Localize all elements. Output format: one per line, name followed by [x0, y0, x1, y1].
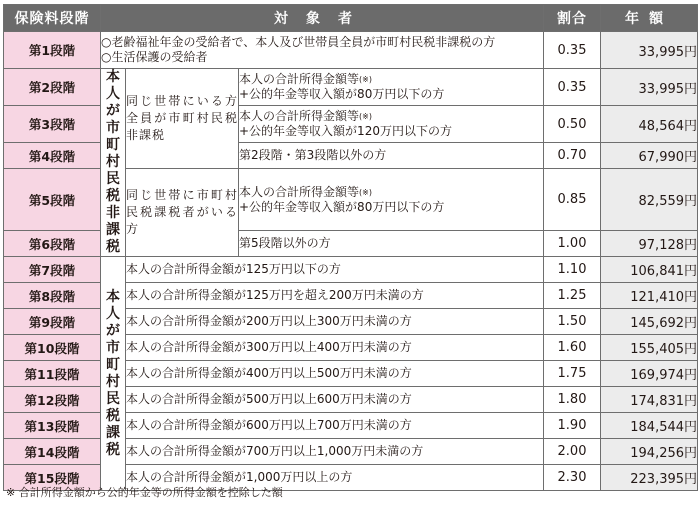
stage4-description: 第2段階・第3段階以外の方 [239, 143, 544, 169]
table-row [4, 257, 698, 283]
header-ratio: 割合 [544, 5, 601, 32]
amount-value: 223,395円 [601, 465, 698, 491]
amount-value: 145,692円 [601, 309, 698, 335]
table-row [4, 32, 698, 69]
household-nontaxed-label: 同じ世帯にいる方全員が市町村民税非課税 [126, 69, 239, 169]
stage-label: 第6段階 [4, 231, 101, 257]
ratio-value: 2.00 [544, 439, 601, 465]
header-row [4, 5, 698, 32]
ratio-value: 0.50 [544, 106, 601, 143]
stage-label: 第14段階 [4, 439, 101, 465]
stage-label: 第4段階 [4, 143, 101, 169]
amount-value: 97,128円 [601, 231, 698, 257]
stage15-description: 本人の合計所得金額が1,000万円以上の方 [126, 465, 544, 491]
ratio-value: 0.35 [544, 69, 601, 106]
stage14-description: 本人の合計所得金額が700万円以上1,000万円未満の方 [126, 439, 544, 465]
stage-label: 第3段階 [4, 106, 101, 143]
stage3-description: 本人の合計所得金額等(※) +公的年金等収入額が120万円以下の方 [239, 106, 544, 143]
amount-value: 121,410円 [601, 283, 698, 309]
table-row [4, 69, 698, 106]
header-amount: 年額 [601, 5, 698, 32]
stage10-description: 本人の合計所得金額が300万円以上400万円未満の方 [126, 335, 544, 361]
stage-label: 第11段階 [4, 361, 101, 387]
premium-table [3, 4, 698, 491]
amount-value: 184,544円 [601, 413, 698, 439]
ratio-value: 0.85 [544, 169, 601, 231]
stage11-description: 本人の合計所得金額が400万円以上500万円未満の方 [126, 361, 544, 387]
amount-value: 174,831円 [601, 387, 698, 413]
stage-label: 第15段階 [4, 465, 101, 491]
stage9-description: 本人の合計所得金額が200万円以上300万円未満の方 [126, 309, 544, 335]
household-taxed-label: 同じ世帯に市町村民税課税者がいる方 [126, 169, 239, 257]
stage7-description: 本人の合計所得金額が125万円以下の方 [126, 257, 544, 283]
stage2-description: 本人の合計所得金額等(※) +公的年金等収入額が80万円以下の方 [239, 69, 544, 106]
ratio-value: 1.90 [544, 413, 601, 439]
ratio-value: 1.75 [544, 361, 601, 387]
ratio-value: 0.35 [544, 32, 601, 69]
ratio-value: 1.60 [544, 335, 601, 361]
amount-value: 82,559円 [601, 169, 698, 231]
stage-label: 第12段階 [4, 387, 101, 413]
amount-value: 194,256円 [601, 439, 698, 465]
stage-label: 第8段階 [4, 283, 101, 309]
stage-label: 第13段階 [4, 413, 101, 439]
ratio-value: 1.80 [544, 387, 601, 413]
footnote: ※ 合計所得金額から公的年金等の所得金額を控除した額 [6, 486, 283, 499]
stage13-description: 本人の合計所得金額が600万円以上700万円未満の方 [126, 413, 544, 439]
stage12-description: 本人の合計所得金額が500万円以上600万円未満の方 [126, 387, 544, 413]
note-mark: (※) [359, 75, 372, 84]
stage8-description: 本人の合計所得金額が125万円を超え200万円未満の方 [126, 283, 544, 309]
stage-label: 第2段階 [4, 69, 101, 106]
amount-value: 155,405円 [601, 335, 698, 361]
stage-label: 第7段階 [4, 257, 101, 283]
ratio-value: 1.25 [544, 283, 601, 309]
stage-label: 第1段階 [4, 32, 101, 69]
header-stage: 保険料段階 [4, 5, 101, 32]
amount-value: 33,995円 [601, 69, 698, 106]
amount-value: 33,995円 [601, 32, 698, 69]
header-target: 対象者 [101, 5, 544, 32]
group-taxed-label: 本人が市町村民税課税 [101, 257, 126, 491]
ratio-value: 1.50 [544, 309, 601, 335]
note-mark: (※) [359, 187, 372, 197]
stage6-description: 第5段階以外の方 [239, 231, 544, 257]
stage-label: 第10段階 [4, 335, 101, 361]
group-nontaxed-label: 本人が市町村民税非課税 [101, 69, 126, 257]
amount-value: 106,841円 [601, 257, 698, 283]
ratio-value: 1.00 [544, 231, 601, 257]
amount-value: 169,974円 [601, 361, 698, 387]
amount-value: 67,990円 [601, 143, 698, 169]
stage1-line1: ○老齢福祉年金の受給者で、本人及び世帯員全員が市町村民税非課税の方 [101, 35, 496, 49]
ratio-value: 2.30 [544, 465, 601, 491]
stage-label: 第9段階 [4, 309, 101, 335]
stage-label: 第5段階 [4, 169, 101, 231]
ratio-value: 1.10 [544, 257, 601, 283]
stage5-description: 本人の合計所得金額等(※) +公的年金等収入額が80万円以下の方 [239, 169, 544, 231]
note-mark: (※) [359, 112, 372, 121]
ratio-value: 0.70 [544, 143, 601, 169]
stage1-description [101, 32, 544, 69]
stage1-line2: ○生活保護の受給者 [101, 50, 208, 64]
amount-value: 48,564円 [601, 106, 698, 143]
